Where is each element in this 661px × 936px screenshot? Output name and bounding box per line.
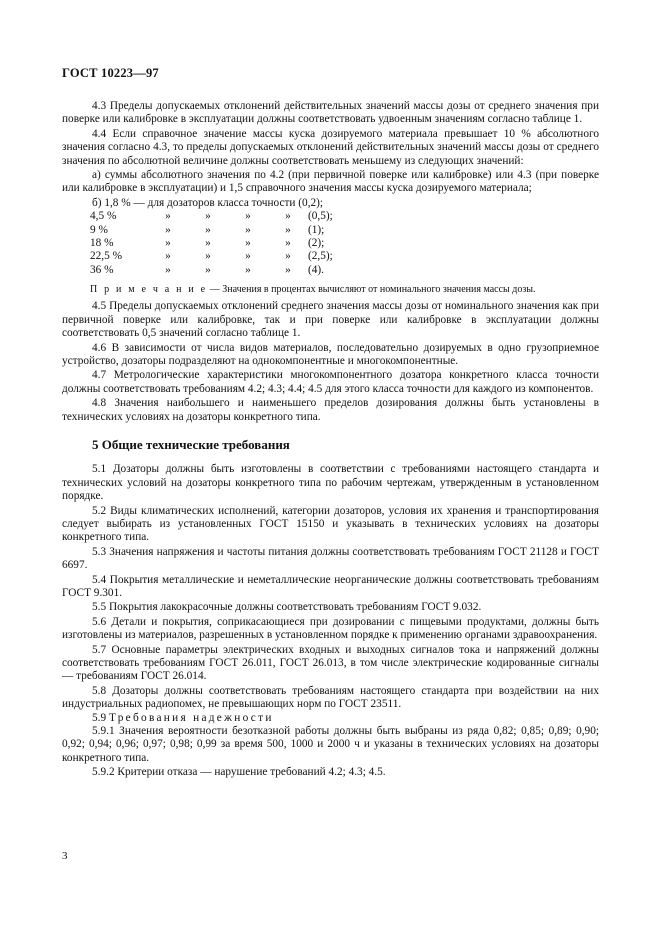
list-value: 22,5 % [90,250,123,263]
paragraph-4-5: 4.5 Пределы допускаемых отклонений среднего значения массы дозы от номинального значения как при первичной поверке или калибровке, так и при поверке или калибровке в эксплуатации должны соответствовать 0,5 значений согласно таблице 1. [62,300,599,340]
accuracy-class: (4). [308,263,324,276]
paragraph-5-5: 5.5 Покрытия лакокрасочные должны соответствовать требованиям ГОСТ 9.032. [92,601,482,614]
paragraph-4-4-a: а) суммы абсолютного значения по 4.2 (при первичной поверке или калибровке) или 4.3 (при поверке или калибровке в эксплуатации) и 1,5 справочного значения массы куска дозируемого материала; [62,169,599,195]
paragraph-4-6: 4.6 В зависимости от числа видов материалов, последовательно дозируемых в одно грузоприемное устройство, дозаторы подразделяют на однокомпонентные и многокомпонентные. [62,341,599,367]
list-value: 9 % [90,223,108,236]
ditto-mark: » [165,250,171,263]
ditto-mark: » [285,223,291,236]
ditto-mark: » [205,250,211,263]
paragraph-5-1: 5.1 Дозаторы должны быть изготовлены в соответствии с требованиями настоящего стандарта и технических условий на дозаторы конкретного типа по рабочим чертежам, утвержденным в установленном порядке. [62,463,599,503]
list-item [90,237,599,250]
ditto-mark: » [245,250,251,263]
ditto-mark: » [165,210,171,223]
ditto-mark: » [205,263,211,276]
paragraph-5-2: 5.2 Виды климатических исполнений, категории дозаторов, условия их хранения и транспортирования следует выбирать из установленных ГОСТ 15150 и указывать в технических условиях на дозаторы конкретного типа. [62,504,599,544]
subsection-5-9-heading [62,712,599,725]
ditto-mark: » [165,223,171,236]
section-title: 5 Общие технические требования [92,436,290,452]
list-item [90,210,599,223]
ditto-mark: » [205,210,211,223]
paragraph-5-9-2: 5.9.2 Критерии отказа — нарушение требований 4.2; 4.3; 4.5. [92,766,386,779]
paragraph-5-8: 5.8 Дозаторы должны соответствовать требованиям настоящего стандарта при воздействии на них индустриальных радиопомех, не превышающих норм по ГОСТ 23511. [62,684,599,711]
paragraph-4-4: 4.4 Если справочное значение массы куска дозируемого материала превышает 10 % абсолютного значения согласно 4.3, то пределы допускаемых отклонений действительных значений массы дозы от среднего значения по абсолютной величине должны соответствовать меньшему из следующих значений: [62,127,599,167]
subsection-number: 5.9 [92,711,107,724]
paragraph-5-9-1: 5.9.1 Значения вероятности безотказной работы должны быть выбраны из ряда 0,82; 0,85; 0,89; 0,90; 0,92; 0,94; 0,96; 0,97; 0,98; 0,99 за время 500, 1000 и 2000 ч и указаны в технических условиях на дозаторы конкретного типа. [62,725,599,764]
paragraph-4-4-b: б) 1,8 % — для дозаторов класса точности (0,2); [92,196,324,209]
page-number: 3 [62,850,68,862]
ditto-mark: » [285,210,291,223]
paragraph-4-3: 4.3 Пределы допускаемых отклонений действительных значений массы дозы от среднего значения при поверке или калибровке в эксплуатации должны соответствовать удвоенным значениям согласно таблице 1. [62,100,599,126]
note-label: П р и м е ч а н и е [90,284,208,296]
paragraph-4-8: 4.8 Значения наибольшего и наименьшего пределов дозирования должны быть установлены в технических условиях на дозаторы конкретного типа. [62,397,599,423]
accuracy-class-list [90,210,599,277]
paragraph-5-3: 5.3 Значения напряжения и частоты питания должны соответствовать требованиям ГОСТ 21128 и ГОСТ 6697. [62,545,599,572]
ditto-mark: » [205,223,211,236]
list-value: 4,5 % [90,210,117,223]
paragraph-5-7: 5.7 Основные параметры электрических входных и выходных сигналов тока и напряжений должны соответствовать требованиям ГОСТ 26.011, ГОСТ 26.013, в том числе электрические кодированные сигналы — требованиям ГОСТ 26.014. [62,643,599,683]
subsection-title: Требования надежности [108,711,274,724]
ditto-mark: » [285,237,291,250]
ditto-mark: » [245,210,251,223]
ditto-mark: » [165,237,171,250]
document-header: ГОСТ 10223—97 [62,66,159,80]
paragraph-5-6: 5.6 Детали и покрытия, соприкасающиеся при дозировании с пищевыми продуктами, должны быть изготовлены из материалов, разрешенных в установленном порядке к применению органами здравоохранения. [62,615,599,642]
list-item [90,224,599,237]
accuracy-class: (2); [308,237,325,250]
note-text: — Значения в процентах вычисляют от номинального значения массы дозы. [209,284,536,296]
accuracy-class: (0,5); [308,210,333,223]
paragraph-5-4: 5.4 Покрытия металлические и неметаллические неорганические должны соответствовать требованиям ГОСТ 9.301. [62,573,599,599]
ditto-mark: » [245,263,251,276]
ditto-mark: » [285,263,291,276]
list-item [90,250,599,263]
page-body [62,100,599,780]
accuracy-class: (2,5); [308,250,333,263]
ditto-mark: » [205,237,211,250]
ditto-mark: » [245,223,251,236]
ditto-mark: » [245,237,251,250]
ditto-mark: » [285,250,291,263]
list-value: 18 % [90,237,114,250]
ditto-mark: » [165,263,171,276]
list-item [90,264,599,277]
note [90,284,599,296]
paragraph-4-7: 4.7 Метрологические характеристики многокомпонентного дозатора конкретного класса точности должны соответствовать требованиям 4.2; 4.3; 4.4; 4.5 для этого класса точности для каждого из компонентов. [62,369,599,395]
accuracy-class: (1); [308,223,325,236]
list-value: 36 % [90,263,114,276]
